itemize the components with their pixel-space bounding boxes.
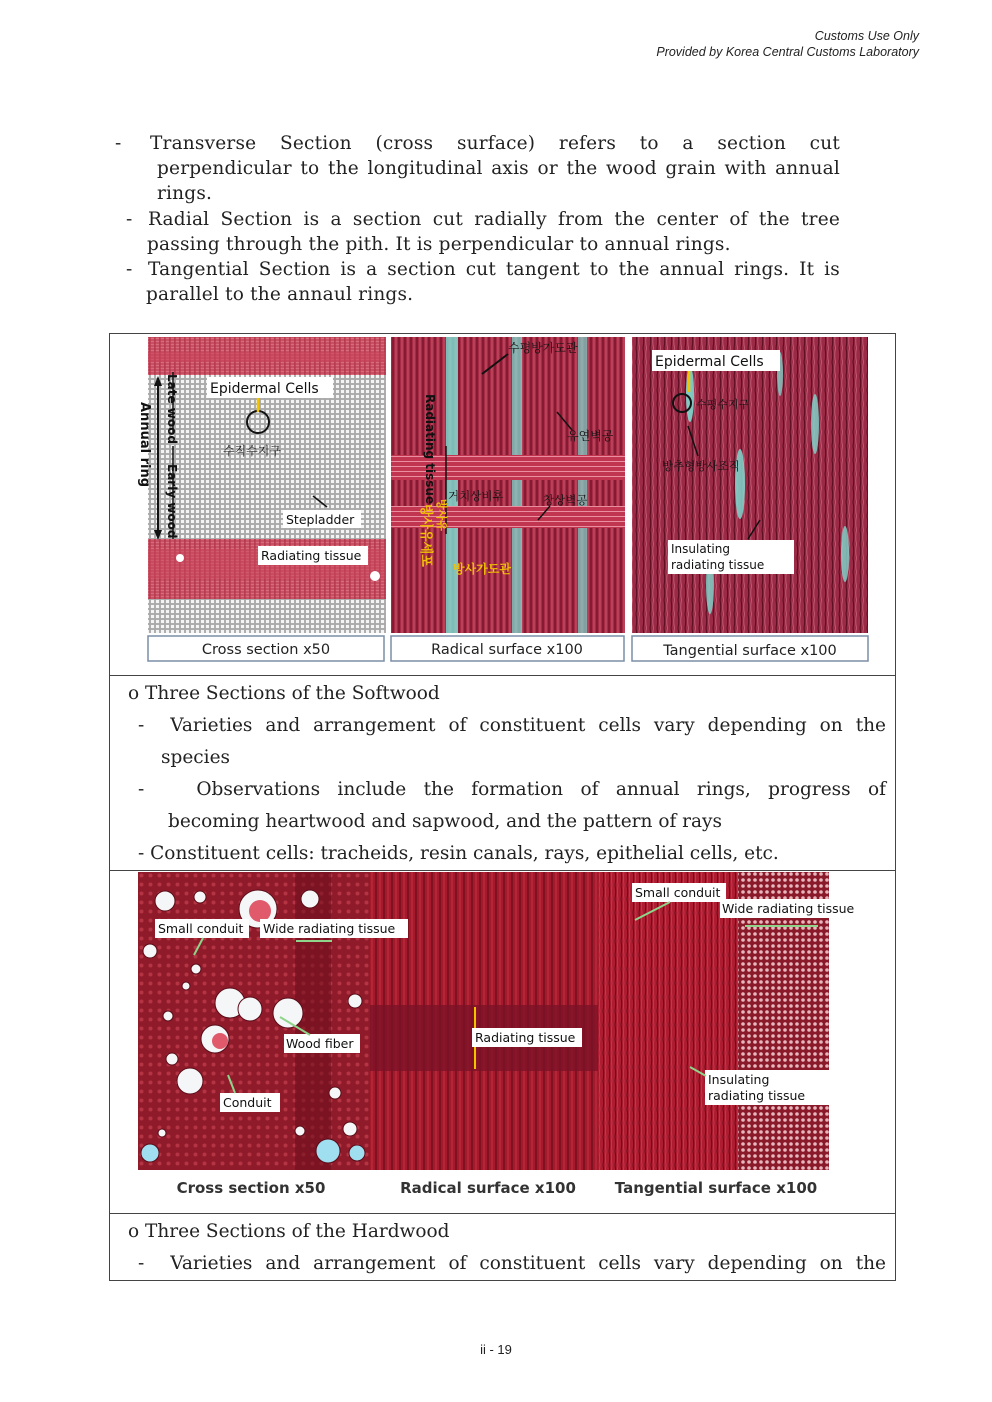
epidermal-cells-label-2: Epidermal Cells (655, 354, 764, 370)
hardwood-text-cell (110, 1214, 896, 1281)
item-line (128, 838, 886, 870)
ko-annotation: 수평수지구 (696, 398, 750, 411)
late-wood-label: Late wood (165, 374, 179, 444)
bullet-line: Radial Section is a section cut radially from the center of the tree (148, 209, 840, 230)
bullet-dash: - (126, 209, 133, 230)
bullet-line: Tangential Section is a section cut tangent to the annual rings. It is (148, 259, 840, 280)
bullet-line: Transverse Section (cross surface) refers to a section cut (150, 133, 840, 154)
page-number: ii - 19 (480, 1342, 512, 1357)
figure-table (109, 333, 896, 1281)
tangential-surface-image (632, 337, 868, 633)
ko-annotation: 방사가도관 (453, 562, 511, 576)
hw-caption-tangential-surface: Tangential surface x100 (614, 1179, 818, 1197)
radiating-tissue-vertical-label: Radiating tissue (423, 394, 437, 505)
hw-radiating-tissue-label: Radiating tissue (475, 1030, 576, 1045)
bullet-line: rings. (157, 183, 213, 204)
bullet-dash: - (126, 259, 133, 280)
hw-insulating-label: Insulating (708, 1072, 770, 1087)
bullet-dash: - (115, 133, 122, 154)
hw-caption-cross-section: Cross section x50 (176, 1179, 326, 1197)
early-wood-label: Early wood (165, 464, 179, 539)
ko-annotation: 방사유세포 (418, 504, 433, 567)
ko-annotation: 방사유 (435, 499, 448, 531)
intro-bullet-2 (126, 207, 840, 257)
caption-radial-surface: Radical surface x100 (431, 642, 583, 658)
item-line: species (161, 747, 231, 768)
caption-cross-section: Cross section x50 (201, 642, 331, 658)
header-line-1: Customs Use Only (814, 29, 919, 43)
softwood-description (110, 676, 895, 870)
ko-annotation: 방추형방사조직 (662, 459, 740, 473)
insulating-label: Insulating (671, 542, 730, 556)
softwood-micrograph (110, 334, 895, 671)
section-title: o Three Sections of the Softwood (128, 683, 440, 704)
softwood-text-cell (110, 676, 896, 871)
item-line (128, 774, 886, 806)
epidermal-cells-label: Epidermal Cells (210, 381, 319, 397)
ko-annotation: 수평방가도관 (508, 341, 578, 355)
section-title: o Three Sections of the Hardwood (128, 1221, 450, 1242)
item-dash: - (138, 779, 145, 800)
hw-wide-radiating-label-2: Wide radiating tissue (722, 901, 855, 916)
item-dash: - (138, 843, 145, 864)
item-line (128, 710, 886, 742)
item-dash: - (138, 1253, 145, 1274)
hw-conduit-label: Conduit (223, 1095, 272, 1110)
item-text: Observations include the formation of annual rings, progress of (196, 779, 886, 800)
hw-small-conduit-label: Small conduit (158, 921, 244, 936)
hw-insulating-label-2: radiating tissue (708, 1088, 806, 1103)
item-line (128, 1248, 886, 1280)
hw-small-conduit-label-2: Small conduit (635, 885, 721, 900)
item-dash: - (138, 715, 145, 736)
caption-tangential-surface: Tangential surface x100 (663, 643, 837, 659)
bullet-line: parallel to the annaul rings. (146, 284, 414, 305)
hw-wide-radiating-label: Wide radiating tissue (263, 921, 396, 936)
intro-bullet-1 (115, 131, 840, 206)
hardwood-description (110, 1214, 895, 1280)
insulating-label-2: radiating tissue (671, 558, 765, 572)
intro-bullet-3 (126, 257, 840, 307)
page-header (656, 28, 919, 60)
bullet-line: perpendicular to the longitudinal axis or the wood grain with annual (157, 158, 840, 179)
hw-caption-radial-surface: Radical surface x100 (400, 1179, 576, 1197)
ko-annotation: 창상벽공 (543, 493, 588, 507)
bullet-line: passing through the pith. It is perpendicular to annual rings. (147, 234, 731, 255)
item-text: Varieties and arrangement of constituent cells vary depending on the (170, 1253, 886, 1274)
hardwood-figure-cell (110, 871, 896, 1214)
radiating-tissue-label: Radiating tissue (261, 548, 362, 563)
ko-annotation: 수직수지구 (223, 444, 281, 458)
annual-ring-label: Annual ring (137, 402, 152, 488)
stepladder-label: Stepladder (286, 512, 355, 527)
hw-wood-fiber-label: Wood fiber (286, 1036, 354, 1051)
item-text: Constituent cells: tracheids, resin canals, rays, epithelial cells, etc. (150, 843, 779, 864)
item-line: becoming heartwood and sapwood, and the pattern of rays (168, 811, 722, 832)
ko-annotation: 거치상비후 (448, 489, 504, 503)
item-text: Varieties and arrangement of constituent cells vary depending on the (170, 715, 886, 736)
ko-annotation: 유연벽공 (567, 429, 614, 443)
softwood-figure-cell (110, 334, 896, 676)
header-line-2: Provided by Korea Central Customs Laboratory (656, 45, 919, 59)
hardwood-micrograph (110, 871, 895, 1209)
